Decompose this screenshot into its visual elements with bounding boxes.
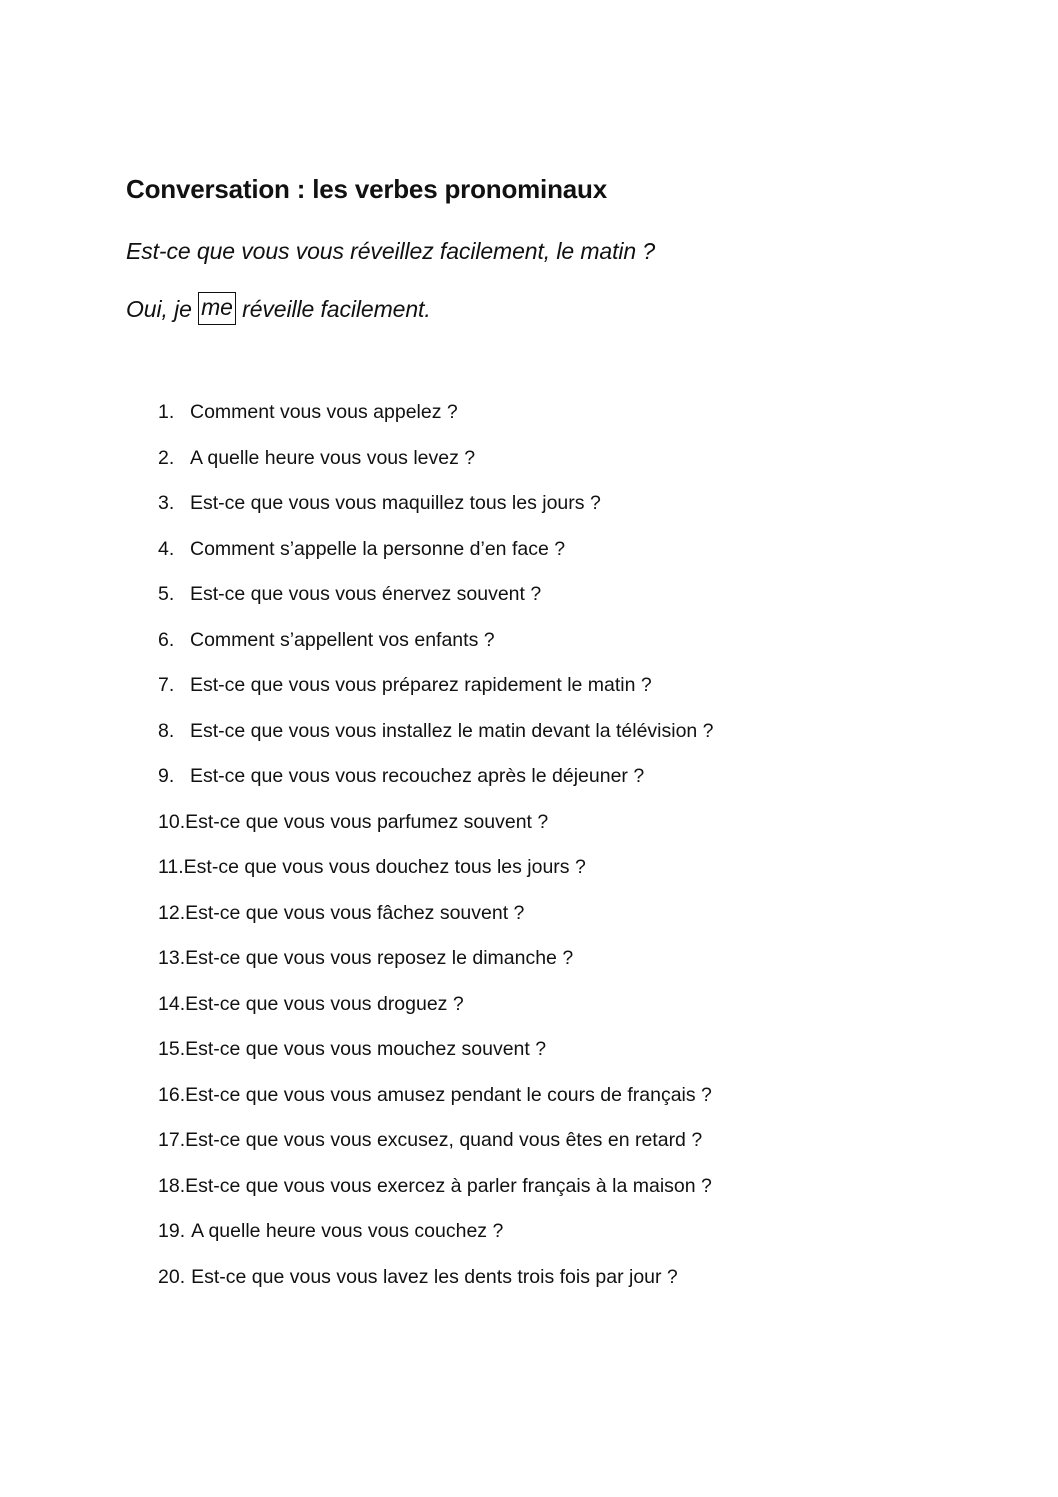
- item-text: Est-ce que vous vous excusez, quand vous êtes en retard ?: [185, 1129, 703, 1151]
- list-item: [158, 761, 714, 807]
- item-text: Comment s’appellent vos enfants ?: [190, 628, 495, 651]
- example-answer-start: Oui, je: [126, 296, 199, 322]
- item-text: Est-ce que vous vous droguez ?: [185, 992, 464, 1015]
- list-item: [158, 1125, 714, 1171]
- example-question: Est-ce que vous vous réveillez facilement, le matin ?: [126, 238, 656, 264]
- example-answer-end: réveille facilement.: [235, 296, 431, 322]
- item-number: 3.: [158, 492, 175, 514]
- list-item: [158, 488, 714, 534]
- item-text: Est-ce que vous vous lavez les dents trois fois par jour ?: [191, 1265, 678, 1288]
- list-item: [158, 989, 714, 1035]
- list-item: [158, 443, 714, 489]
- item-number: 2.: [158, 446, 175, 469]
- item-number: 6.: [158, 628, 175, 651]
- item-text: A quelle heure vous vous levez ?: [190, 446, 476, 469]
- item-number: 13.: [158, 947, 186, 969]
- list-item: [158, 1080, 714, 1126]
- item-number: 19.: [158, 1220, 186, 1242]
- list-item: [158, 716, 714, 762]
- item-text: A quelle heure vous vous couchez ?: [191, 1220, 504, 1242]
- item-text: Est-ce que vous vous parfumez souvent ?: [185, 810, 549, 833]
- list-item: [158, 1171, 714, 1217]
- item-text: Est-ce que vous vous fâchez souvent ?: [185, 901, 525, 924]
- item-number: 10.: [158, 810, 186, 833]
- item-number: 15.: [158, 1038, 186, 1060]
- item-number: 17.: [158, 1129, 186, 1151]
- list-item: [158, 534, 714, 580]
- item-text: Est-ce que vous vous exercez à parler français à la maison ?: [185, 1174, 712, 1197]
- item-text: Est-ce que vous vous reposez le dimanche ?: [185, 947, 574, 969]
- list-item: [158, 625, 714, 671]
- list-item: [158, 397, 714, 443]
- item-text: Est-ce que vous vous installez le matin devant la télévision ?: [190, 719, 714, 742]
- list-item: [158, 943, 714, 989]
- item-text: Comment s’appelle la personne d’en face ?: [190, 537, 566, 560]
- item-text: Est-ce que vous vous amusez pendant le cours de français ?: [185, 1083, 712, 1106]
- item-text: Est-ce que vous vous recouchez après le déjeuner ?: [190, 765, 645, 787]
- list-item: [158, 579, 714, 625]
- list-item: [158, 852, 714, 898]
- item-number: 16.: [158, 1083, 186, 1106]
- item-number: 1.: [158, 401, 175, 423]
- item-number: 5.: [158, 583, 175, 605]
- list-item: [158, 1262, 714, 1308]
- item-text: Est-ce que vous vous énervez souvent ?: [190, 583, 542, 605]
- item-number: 20.: [158, 1265, 186, 1288]
- item-number: 7.: [158, 674, 175, 696]
- item-number: 9.: [158, 765, 175, 787]
- item-text: Est-ce que vous vous maquillez tous les jours ?: [190, 492, 601, 514]
- item-number: 8.: [158, 719, 175, 742]
- item-number: 11.: [158, 856, 184, 878]
- list-item: [158, 1034, 714, 1080]
- example-answer: [126, 296, 431, 325]
- example-answer-boxed-word: me: [198, 292, 236, 325]
- question-list: [158, 397, 714, 1307]
- list-item: [158, 807, 714, 853]
- item-text: Est-ce que vous vous préparez rapidement le matin ?: [190, 674, 652, 696]
- item-number: 12.: [158, 901, 186, 924]
- item-number: 14.: [158, 992, 186, 1015]
- item-text: Comment vous vous appelez ?: [190, 401, 458, 423]
- item-text: Est-ce que vous vous mouchez souvent ?: [185, 1038, 547, 1060]
- list-item: [158, 898, 714, 944]
- item-number: 18.: [158, 1174, 186, 1197]
- item-text: Est-ce que vous vous douchez tous les jours ?: [183, 856, 586, 878]
- page-title: Conversation : les verbes pronominaux: [126, 174, 607, 204]
- item-number: 4.: [158, 537, 175, 560]
- list-item: [158, 670, 714, 716]
- list-item: [158, 1216, 714, 1262]
